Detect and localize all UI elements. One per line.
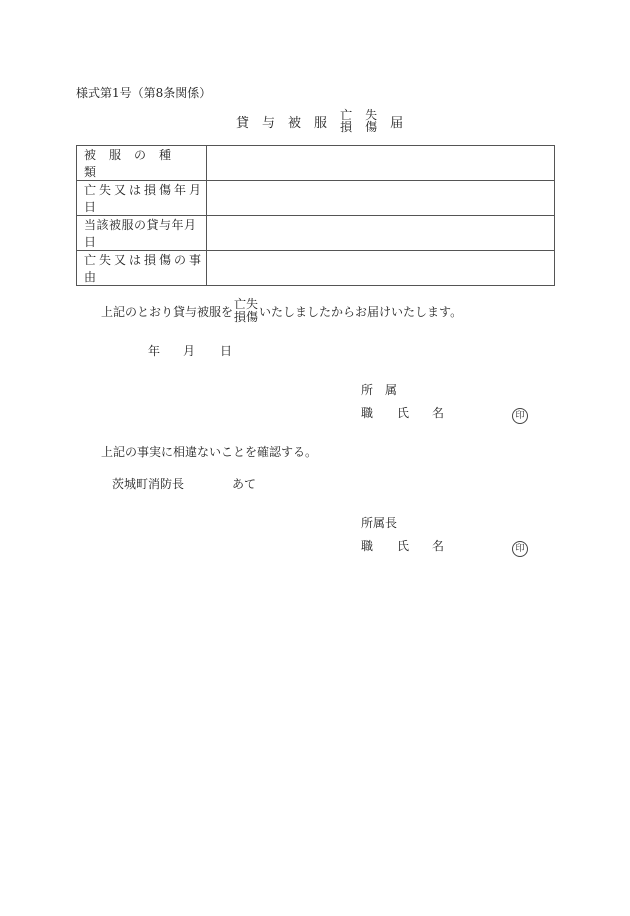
row-label (77, 181, 207, 216)
applicant-name-label-part: 氏 (397, 406, 410, 420)
applicant-title-label: 職 (361, 406, 374, 420)
title-char: 服 (314, 115, 328, 131)
label-text: 被服の種類 (84, 148, 185, 179)
label-text: 亡失又は損傷の事由 (84, 253, 205, 284)
date-year-label: 年 (148, 344, 161, 358)
option-lost: 亡失 (234, 297, 259, 311)
date-month-label: 月 (183, 344, 196, 358)
title-stack-bottom-char: 損 (340, 120, 353, 134)
clothing-info-table (76, 145, 555, 286)
applicant-name-label-part: 名 (432, 406, 445, 420)
supervisor-name-label-part: 名 (432, 539, 445, 553)
addressee-suffix: あて (232, 477, 257, 491)
confirmation-sentence: 上記の事実に相違ないことを確認する。 (101, 445, 318, 459)
applicant-seal-icon (512, 403, 528, 424)
supervisor-seal-icon (512, 536, 528, 557)
loss-damage-date-field[interactable] (207, 181, 555, 216)
document-title (236, 106, 416, 136)
issue-date-field[interactable] (207, 216, 555, 251)
title-char: 被 (288, 115, 302, 131)
sentence-stacked-options (234, 298, 258, 324)
row-label (77, 216, 207, 251)
title-stacked-options (340, 109, 377, 133)
title-stack-bottom-char: 傷 (365, 120, 378, 134)
seal-mark: 印 (512, 541, 528, 557)
clothing-type-field[interactable] (207, 146, 555, 181)
title-char: 貸 (236, 115, 250, 131)
supervisor-affiliation-label: 所属長 (361, 516, 398, 530)
label-text: 亡失又は損傷年月日 (84, 183, 205, 214)
applicant-affiliation-label: 所 属 (361, 383, 398, 397)
seal-mark: 印 (512, 408, 528, 424)
row-label (77, 146, 207, 181)
table-row (77, 216, 555, 251)
sentence-text: 上記のとおり貸与被服を (101, 304, 234, 319)
title-char: 届 (390, 115, 404, 131)
table-row (77, 251, 555, 286)
sentence-text: いたしましたからお届けいたします。 (259, 304, 463, 319)
title-stack-top-char: 亡 (340, 108, 353, 122)
label-text: 当該被服の貸与年月日 (84, 218, 197, 249)
row-label (77, 251, 207, 286)
table-row (77, 181, 555, 216)
title-stack-top-char: 失 (365, 108, 378, 122)
loss-damage-reason-field[interactable] (207, 251, 555, 286)
supervisor-name-label-part: 氏 (397, 539, 410, 553)
form-number: 様式第1号（第8条関係） (76, 86, 212, 100)
report-sentence (101, 296, 462, 326)
table-row (77, 146, 555, 181)
option-damaged: 損傷 (234, 310, 259, 324)
date-day-label: 日 (220, 344, 233, 358)
addressee: 茨城町消防長 (112, 477, 185, 491)
supervisor-title-label: 職 (361, 539, 374, 553)
title-char: 与 (262, 115, 276, 131)
